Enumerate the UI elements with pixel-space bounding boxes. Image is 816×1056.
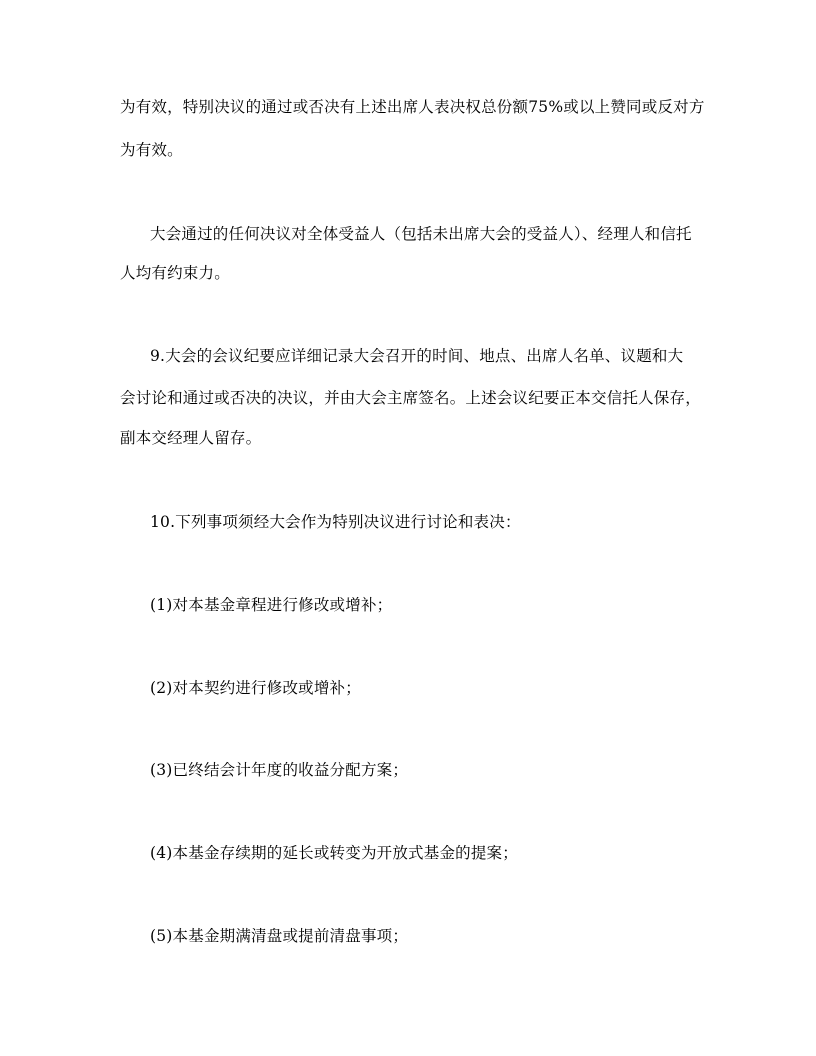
list-item-2: (2)对本契约进行修改或增补；: [150, 679, 361, 697]
list-item-4: (4)本基金存续期的延长或转变为开放式基金的提案；: [150, 844, 518, 862]
paragraph-2-line-1: 大会通过的任何决议对全体受益人（包括未出席大会的受益人）、经理人和信托: [150, 225, 692, 243]
list-item-3: (3)已终结会计年度的收益分配方案；: [150, 761, 409, 779]
paragraph-2-line-2: 人均有约束力。: [120, 264, 230, 282]
list-item-1: (1)对本基金章程进行修改或增补；: [150, 596, 393, 614]
paragraph-1-line-2: 为有效。: [120, 141, 183, 159]
paragraph-3-line-1: 9.大会的会议纪要应详细记录大会召开的时间、地点、出席人名单、议题和大: [150, 347, 684, 365]
paragraph-1-line-1: 为有效，特别决议的通过或否决有上述出席人表决权总份额75%或以上赞同或反对方: [120, 98, 705, 116]
paragraph-3-line-3: 副本交经理人留存。: [120, 429, 262, 447]
paragraph-4-line-1: 10.下列事项须经大会作为特别决议进行讨论和表决：: [150, 513, 521, 531]
paragraph-3-line-2: 会讨论和通过或否决的决议，并由大会主席签名。上述会议纪要正本交信托人保存，: [120, 389, 701, 407]
list-item-5: (5)本基金期满清盘或提前清盘事项；: [150, 927, 409, 945]
